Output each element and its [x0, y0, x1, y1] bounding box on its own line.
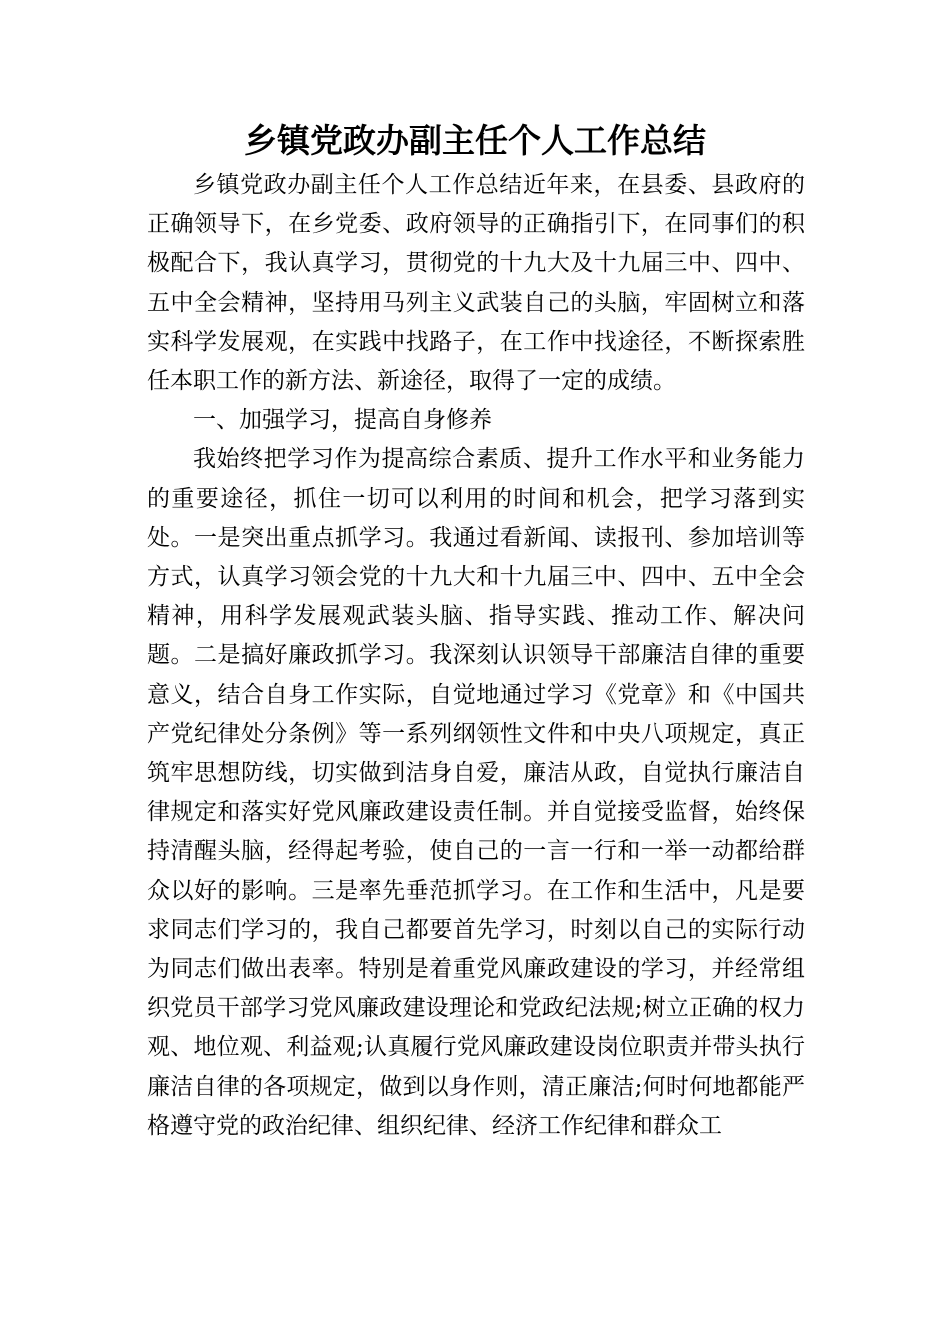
intro-paragraph: 乡镇党政办副主任个人工作总结近年来，在县委、县政府的正确领导下，在乡党委、政府领导的正确指引下，在同事们的积极配合下，我认真学习，贯彻党的十九大及十九届三中、四中、五中全会精神，坚持用马列主义武装自己的头脑，牢固树立和落实科学发展观，在实践中找路子，在工作中找途径，不断探索胜任本职工作的新方法、新途径，取得了一定的成绩。: [147, 172, 805, 395]
document-title: 乡镇党政办副主任个人工作总结: [244, 121, 706, 160]
section-paragraph: 我始终把学习作为提高综合素质、提升工作水平和业务能力的重要途径，抓住一切可以利用的时间和机会，把学习落到实处。一是突出重点抓学习。我通过看新闻、读报刊、参加培训等方式，认真学习领会党的十九大和十九届三中、四中、五中全会精神，用科学发展观武装头脑、指导实践、推动工作、解决问题。二是搞好廉政抓学习。我深刻认识领导干部廉洁自律的重要意义，结合自身工作实际，自觉地通过学习《党章》和《中国共产党纪律处分条例》等一系列纲领性文件和中央八项规定，真正筑牢思想防线，切实做到洁身自爱，廉洁从政，自觉执行廉洁自律规定和落实好党风廉政建设责任制。并自觉接受监督，始终保持清醒头脑，经得起考验，使自己的一言一行和一举一动都给群众以好的影响。三是率先垂范抓学习。在工作和生活中，凡是要求同志们学习的，我自己都要首先学习，时刻以自己的实际行动为同志们做出表率。特别是着重党风廉政建设的学习，并经常组织党员干部学习党风廉政建设理论和党政纪法规;树立正确的权力观、地位观、利益观;认真履行党风廉政建设岗位职责并带头执行廉洁自律的各项规定，做到以身作则，清正廉洁;何时何地都能严格遵守党的政治纪律、组织纪律、经济工作纪律和群众工: [147, 446, 805, 1139]
document-body: [147, 166, 805, 1146]
section-heading: 一、加强学习，提高自身修养: [193, 407, 492, 434]
